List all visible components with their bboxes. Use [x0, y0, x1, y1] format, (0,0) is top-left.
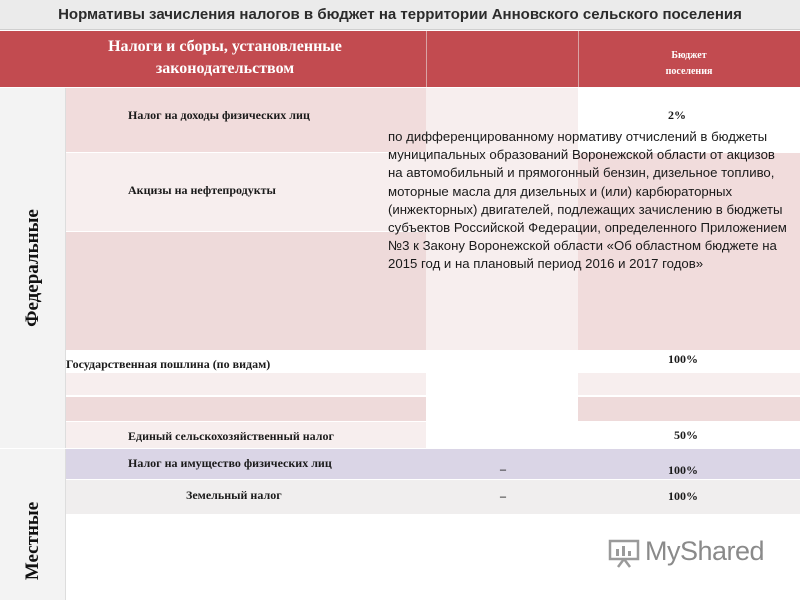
- row-property-value: 100%: [668, 463, 698, 477]
- row-esn-name: Единый сельскохозяйственный налог: [128, 429, 334, 443]
- row-excise-name: Акцизы на нефтепродукты: [128, 183, 276, 197]
- row-duty-name: Государственная пошлина (по видам): [66, 357, 271, 371]
- row-excise-blank: [66, 232, 426, 350]
- watermark-text: MyShared: [645, 536, 765, 566]
- page-title: Нормативы зачисления налогов в бюджет на территории Анновского сельского поселения: [58, 6, 742, 23]
- presentation-icon: [607, 538, 641, 568]
- header-taxes-line2: законодательством: [155, 60, 295, 77]
- row-spacer-right: [578, 397, 800, 421]
- excise-note: по дифференцированному нормативу отчислений в бюджеты муниципальных образований Воронежской области от акцизов на автомобильный и прямогонный бензин, дизельное топливо, моторные масла для дизельных и (или) карбюраторных (инжекторных) двигателей, подлежащих зачислению в бюджеты субъектов Российской Федерации, определенного Приложением №3 к Закону Воронежской области «Об областном бюджете на 2015 год и на плановый период 2016 и 2017 годов»: [388, 129, 787, 272]
- row-duty-value: 100%: [668, 352, 698, 366]
- group-local-label: Местные: [22, 501, 43, 581]
- row-property-name: Налог на имущество физических лиц: [128, 456, 332, 470]
- row-spacer: [66, 397, 426, 421]
- row-land-value: 100%: [668, 489, 698, 503]
- header-cell-empty: [426, 31, 578, 87]
- row-duty-sub: [66, 373, 426, 395]
- group-local-cell: [0, 449, 66, 600]
- row-ndfl-value: 2%: [668, 108, 686, 122]
- row-duty-sub-right: [578, 373, 800, 395]
- row-land-dash: –: [500, 489, 506, 503]
- header-budget-line1: Бюджет: [671, 50, 707, 61]
- row-land-name: Земельный налог: [186, 488, 282, 502]
- row-esn-value: 50%: [674, 428, 698, 442]
- group-federal-label: Федеральные: [22, 209, 43, 327]
- group-federal-cell: [0, 88, 66, 448]
- header-budget-line2: поселения: [665, 66, 713, 77]
- header-taxes-line1: Налоги и сборы, установленные: [108, 38, 342, 55]
- row-ndfl-name: Налог на доходы физических лиц: [128, 108, 310, 122]
- row-property-dash: –: [500, 462, 506, 476]
